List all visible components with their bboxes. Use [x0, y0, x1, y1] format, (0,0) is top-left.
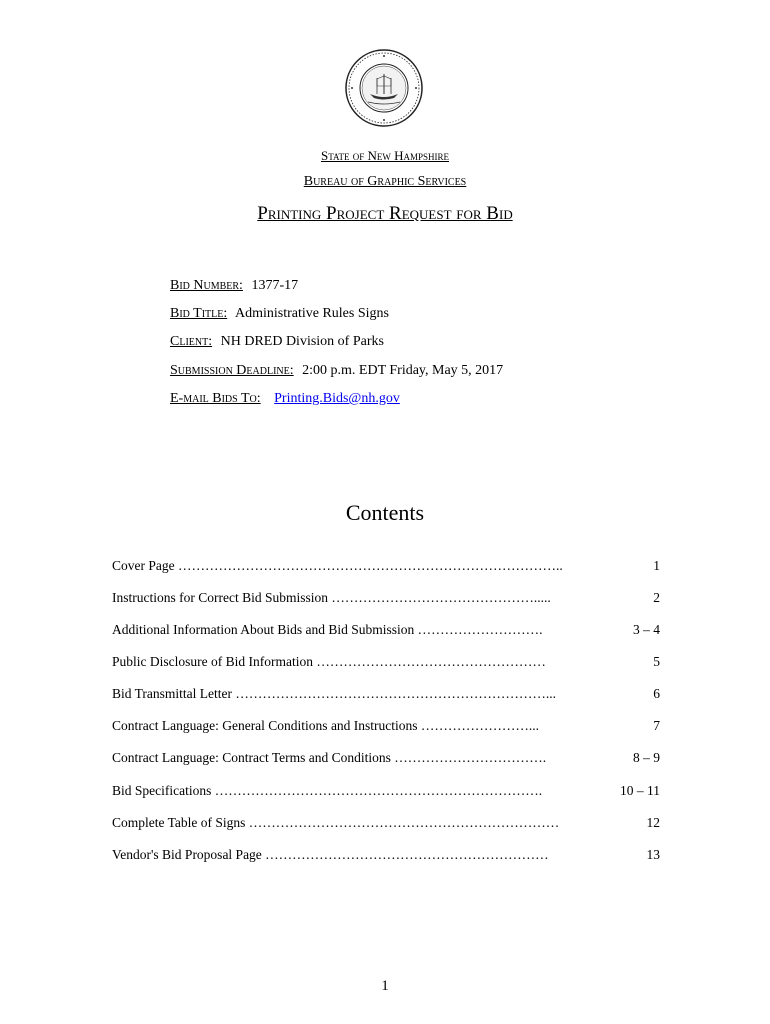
- client-value: NH DRED Division of Parks: [220, 334, 384, 349]
- toc-entry-page: 2: [653, 590, 660, 605]
- toc-entry-text: Contract Language: Contract Terms and Conditions …………………………….: [112, 750, 547, 765]
- toc-entry[interactable]: [112, 686, 660, 704]
- toc-entry-text: Public Disclosure of Bid Information ……………………………………………: [112, 654, 546, 669]
- bureau-heading: Bureau of Graphic Services: [303, 174, 467, 189]
- toc-entry-text: Complete Table of Signs ……………………………………………………………: [112, 815, 560, 830]
- toc-entry-text: Bid Transmittal Letter ……………………………………………………………...: [112, 686, 556, 701]
- toc-entry[interactable]: [112, 622, 660, 640]
- toc-entry-text: Contract Language: General Conditions and Instructions ……………………...: [112, 718, 540, 733]
- toc-entry[interactable]: [112, 815, 660, 833]
- toc-entry-page: 3 – 4: [633, 622, 660, 637]
- bid-number-label: Bid Number:: [170, 278, 243, 293]
- toc-entry-text: Additional Information About Bids and Bid Submission ……………………….: [112, 622, 543, 637]
- toc-entry-page: 5: [653, 654, 660, 669]
- submission-deadline-label: Submission Deadline:: [170, 363, 294, 378]
- toc-entry-page: 13: [646, 847, 660, 862]
- toc-entry[interactable]: [112, 558, 660, 576]
- state-seal-icon: [344, 48, 424, 128]
- page-title: Printing Project Request for Bid: [257, 203, 513, 224]
- toc-entry[interactable]: [112, 590, 660, 608]
- email-bids-link[interactable]: Printing.Bids@nh.gov: [274, 391, 400, 406]
- email-bids-field: [170, 391, 400, 407]
- toc-entry[interactable]: [112, 750, 660, 768]
- toc-entry-page: 7: [653, 718, 660, 733]
- toc-entry-text: Cover Page …………………………………………………………………………..: [112, 558, 563, 573]
- state-heading: State of New Hampshire: [320, 148, 450, 163]
- client-label: Client:: [170, 334, 213, 349]
- bid-title-field: [170, 306, 389, 322]
- bid-title-label: Bid Title:: [170, 306, 228, 321]
- email-bids-label: E-mail Bids To:: [170, 391, 261, 406]
- client-field: [170, 334, 384, 350]
- bid-title-value: Administrative Rules Signs: [234, 306, 389, 321]
- toc-entry-text: Vendor's Bid Proposal Page ………………………………………………………: [112, 847, 549, 862]
- toc-entry-text: Bid Specifications ……………………………………………………………….: [112, 783, 543, 798]
- toc-entry[interactable]: [112, 718, 660, 736]
- toc-entry-page: 8 – 9: [633, 750, 660, 765]
- toc-entry[interactable]: [112, 654, 660, 672]
- toc-entry[interactable]: [112, 783, 660, 801]
- submission-deadline-field: [170, 363, 503, 379]
- toc-entry-page: 6: [653, 686, 660, 701]
- contents-heading: Contents: [345, 500, 425, 525]
- toc-entry-page: 1: [653, 558, 660, 573]
- bid-number-value: 1377-17: [251, 278, 299, 293]
- page-number: 1: [381, 978, 389, 994]
- bid-number-field: [170, 278, 298, 294]
- submission-deadline-value: 2:00 p.m. EDT Friday, May 5, 2017: [302, 363, 504, 378]
- toc-entry[interactable]: [112, 847, 660, 865]
- toc-entry-text: Instructions for Correct Bid Submission ……………………………………….....: [112, 590, 551, 605]
- toc-entry-page: 10 – 11: [620, 783, 660, 798]
- toc-entry-page: 12: [646, 815, 660, 830]
